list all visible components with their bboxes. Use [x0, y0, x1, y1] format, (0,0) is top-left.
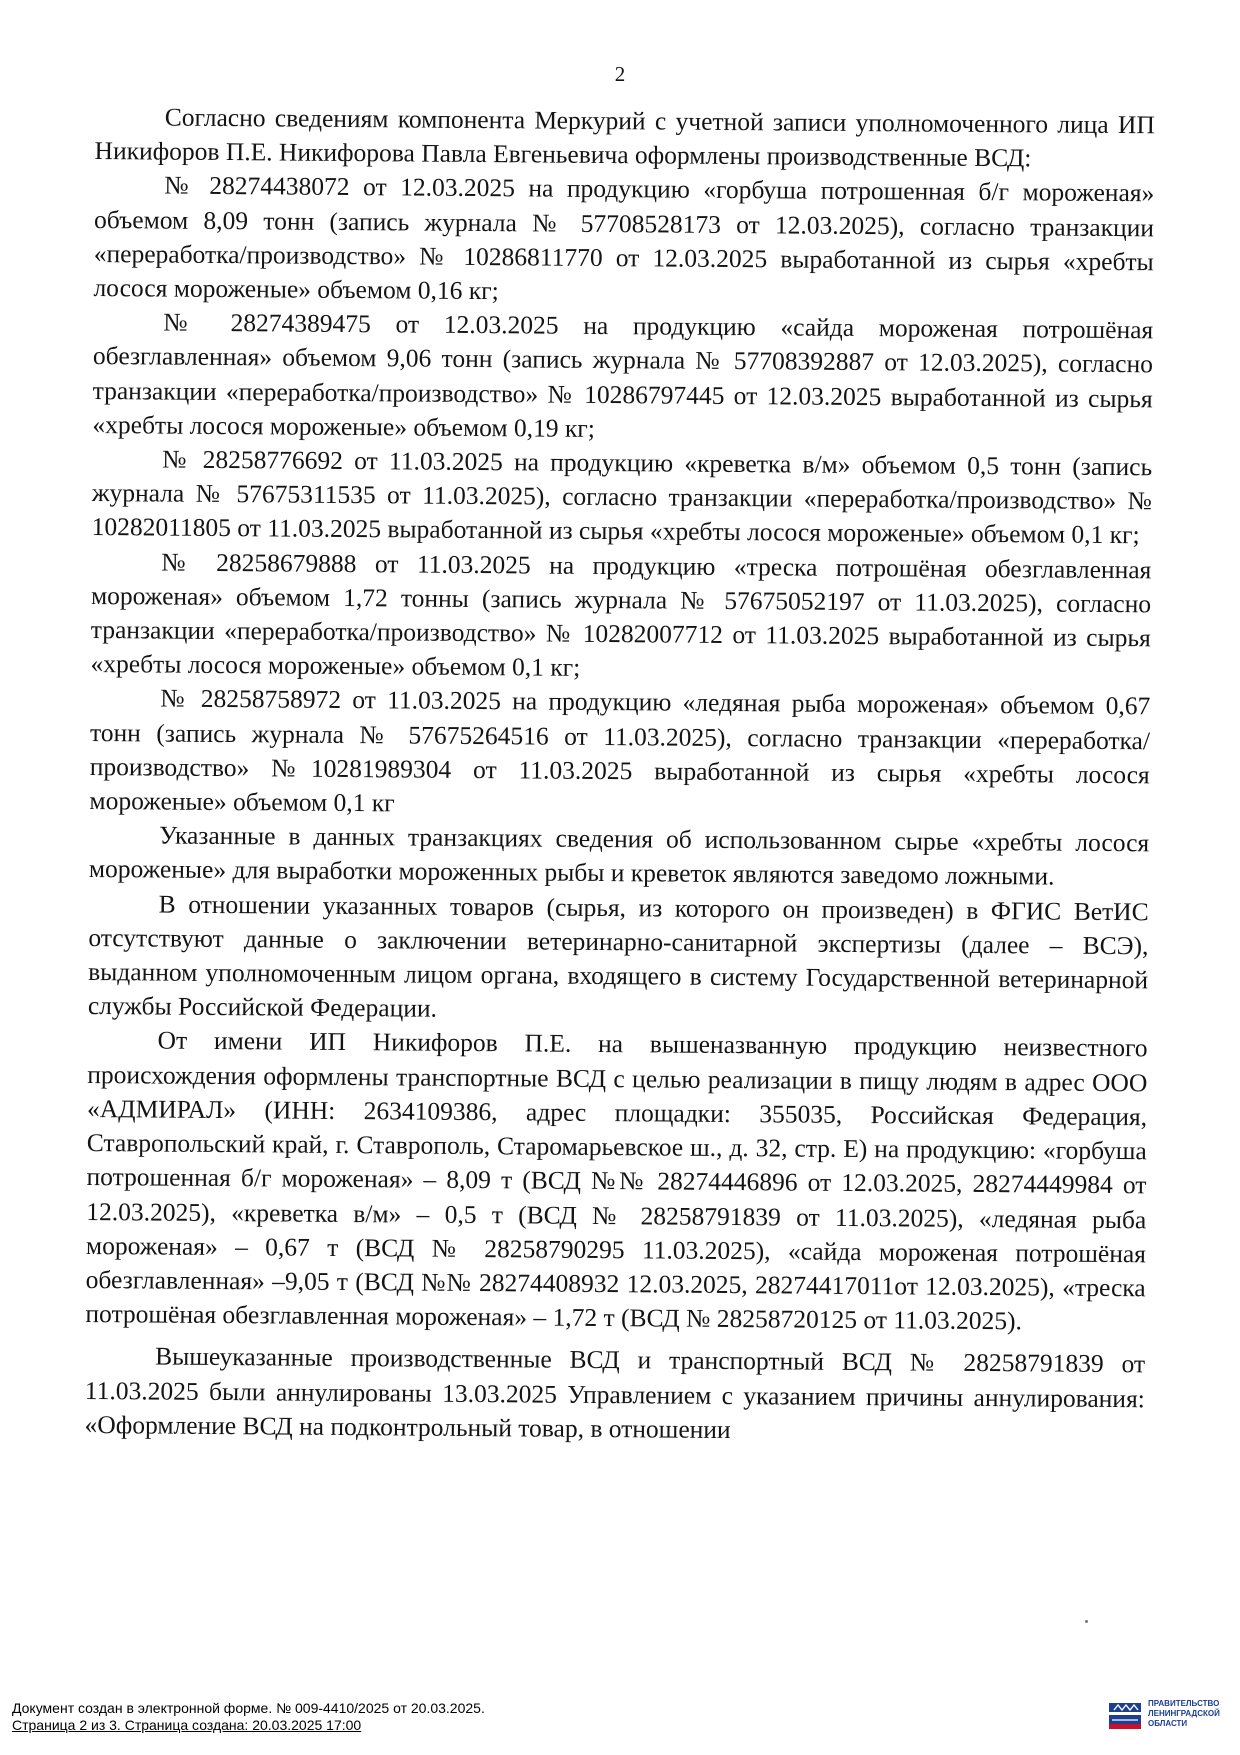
logo-text: [1148, 1699, 1228, 1729]
logo-text-line: ПРАВИТЕЛЬСТВО: [1148, 1699, 1220, 1708]
page-number: 2: [614, 62, 626, 86]
footer-document-info: Документ создан в электронной форме. № 009-4410/2025 от 20.03.2025.: [12, 1700, 485, 1716]
paragraph-false-data: Указанные в данных транзакциях сведения об использованном сырье «хребты лосося мороженые» для выработки мороженных рыбы и креветок являются заведомо ложными.: [88, 820, 1150, 892]
coat-of-arms-icon: [1108, 1702, 1142, 1730]
footer-page-info: Страница 2 из 3. Страница создана: 20.03.2025 17:00: [12, 1717, 362, 1733]
document-body: [84, 100, 1155, 1450]
scan-mark: [1085, 1620, 1088, 1623]
logo-text-line: ЛЕНИНГРАДСКОЙ: [1148, 1709, 1220, 1718]
footer: [12, 1700, 485, 1734]
paragraph-vsd-saida: № 28274389475 от 12.03.2025 на продукцию «сайда мороженая потрошёная обезглавленная» объемом 9,06 тонн (запись журнала № 57708392887 от 12.03.2025), согласно транзакции «переработка/производство» № 10286797445 от 12.03.2025 выработанной из сырья «хребты лосося мороженые» объемом 0,19 кг;: [92, 307, 1154, 443]
paragraph-transport-vsd: От имени ИП Никифоров П.Е. на вышеназванную продукцию неизвестного происхождения оформлены транспортные ВСД с целью реализации в пищу людям в адрес ООО «АДМИРАЛ» (ИНН: 2634109386, адрес площадки: 355035, Российская Федерация, Ставропольский край, г. Ставрополь, Старомарьевское ш., д. 32, стр. Е) на продукцию: «горбуша потрошенная б/г мороженая» – 8,09 т (ВСД №№ 28274446896 от 12.03.2025, 28274449984 от 12.03.2025), «креветка в/м» – 0,5 т (ВСД № 28258791839 от 11.03.2025), «ледяная рыба мороженая» – 0,67 т (ВСД № 28258790295 11.03.2025), «сайда мороженая потрошёная обезглавленная» –9,05 т (ВСД №№ 28274408932 12.03.2025, 28274417011от 12.03.2025), «треска потрошёная обезглавленная мороженая» – 1,72 т (ВСД № 28258720125 от 11.03.2025).: [85, 1026, 1148, 1336]
paragraph-vsd-treska: № 28258679888 от 11.03.2025 на продукцию «треска потрошёная обезглавленная мороженая» объемом 1,72 тонны (запись журнала № 57675052197 от 11.03.2025), согласно транзакции «переработка/производство» № 10282007712 от 11.03.2025 выработанной из сырья «хребты лосося мороженые» объемом 0,1 кг;: [90, 547, 1152, 683]
paragraph-vsd-krevetka: № 28258776692 от 11.03.2025 на продукцию «креветка в/м» объемом 0,5 тонн (запись журнала № 57675311535 от 11.03.2025), согласно транзакции «переработка/производство» № 10282011805 от 11.03.2025 выработанной из сырья «хребты лосося мороженые» объемом 0,1 кг;: [91, 444, 1153, 550]
paragraph-vsd-ledyanaya-ryba: № 28258758972 от 11.03.2025 на продукцию «ледяная рыба мороженая» объемом 0,67 тонн (запись журнала № 57675264516 от 11.03.2025), согласно транзакции «переработка/производство» №10281989304 от 11.03.2025 выработанной из сырья «хребты лосося мороженые» объемом 0,1 кг: [89, 683, 1151, 818]
government-logo: [1108, 1699, 1228, 1735]
paragraph-no-vse: В отношении указанных товаров (сырья, из которого он произведен) в ФГИС ВетИС отсутствуют данные о заключении ветеринарно-санитарной экспертизы (далее – ВСЭ), выданном уполномоченным лицом органа, входящего в систему Государственной ветеринарной службы Российской Федерации.: [87, 889, 1149, 1023]
paragraph-annulment: Вышеуказанные производственные ВСД и транспортный ВСД № 28258791839 от 11.03.2025 были аннулированы 13.03.2025 Управлением с указанием причины аннулирования: «Оформление ВСД на подконтрольный товар, в отношении: [84, 1341, 1146, 1444]
logo-text-line: ОБЛАСТИ: [1148, 1719, 1188, 1728]
paragraph-vsd-gorbusha: № 28274438072 от 12.03.2025 на продукцию «горбуша потрошенная б/г мороженая» объемом 8,09 тонн (запись журнала № 57708528173 от 12.03.2025), согласно транзакции «переработка/производство» № 10286811770 от 12.03.2025 выработанной из сырья «хребты лосося мороженые» объемом 0,16 кг;: [93, 170, 1155, 306]
paragraph-intro: Согласно сведениям компонента Меркурий с учетной записи уполномоченного лица ИП Никифоров П.Е. Никифорова Павла Евгеньевича оформлены производственные ВСД:: [94, 102, 1155, 173]
